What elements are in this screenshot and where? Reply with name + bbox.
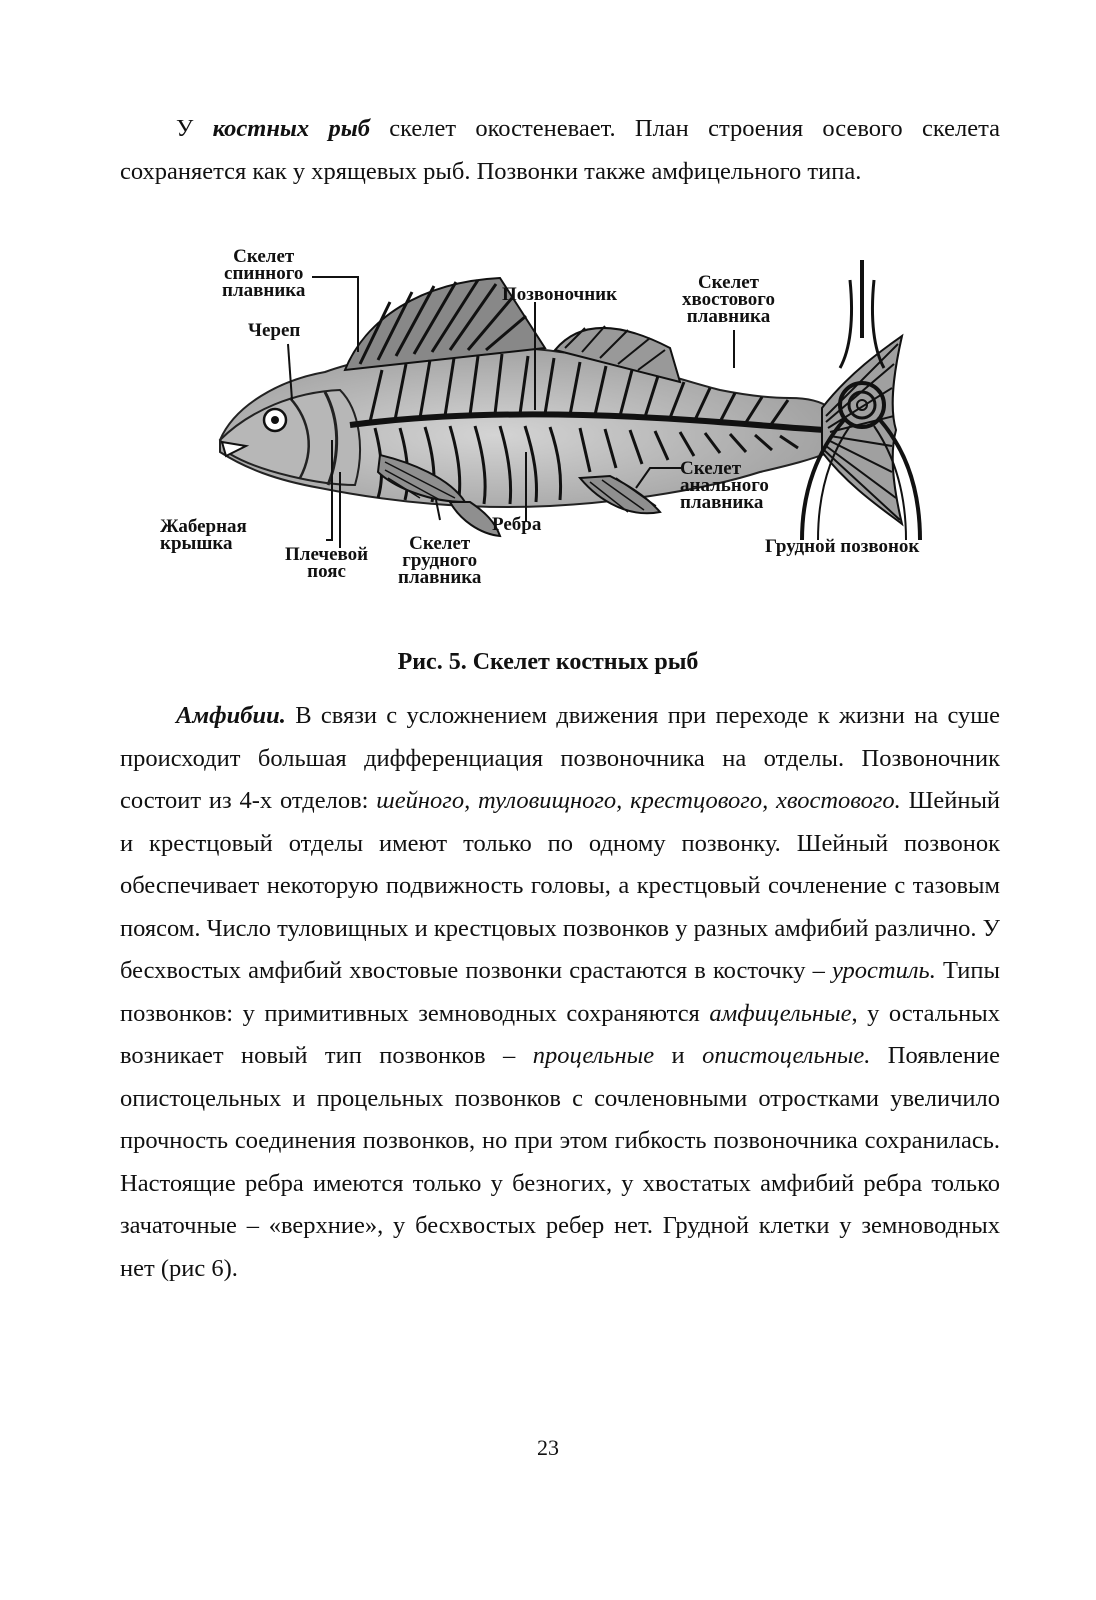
paragraph2-italic-1: шейного, туловищного, крестцового, хвостового. xyxy=(376,787,901,814)
label-gill-cover: Жаберная крышка xyxy=(160,516,247,554)
figure-caption: Рис. 5. Скелет костных рыб xyxy=(397,649,699,675)
paragraph2-text-4: , у остальных возникает новый тип позвонков – xyxy=(120,999,1000,1069)
thoracic-vertebra-drawing xyxy=(802,260,920,540)
paragraph2-text-2: Шейный и крестцовый отделы имеют только по одному позвонку. Шейный позвонок обеспечивает некоторую подвижность головы, а крестцовый сочленение с тазовым поясом. Число туловищных и крестцовых позвонков у разных амфибий различно. У бесхвостых амфибий хвостовые позвонки срастаются в косточку – xyxy=(120,787,1001,984)
label-shoulder-girdle: Плечевой пояс xyxy=(285,544,369,582)
paragraph2-italic-2: уростиль. xyxy=(832,957,936,984)
paragraph2-italic-3: амфицельные xyxy=(709,999,852,1027)
term-amphibians: Амфибии. xyxy=(176,702,286,729)
label-dorsal-fin-skeleton: Скелет спинного плавника xyxy=(222,246,306,301)
page-number: 23 xyxy=(537,1435,559,1460)
fish-skeleton xyxy=(220,278,902,536)
paragraph2-text-5: и xyxy=(654,1042,703,1069)
label-spine: Позвоночник xyxy=(502,284,618,305)
label-ribs: Ребра xyxy=(492,514,542,535)
paragraph2-italic-5: опистоцельные. xyxy=(702,1042,871,1069)
label-skull: Череп xyxy=(248,320,301,341)
paragraph-bony-fish xyxy=(120,108,1000,193)
label-thoracic-vertebra: Грудной позвонок xyxy=(765,536,920,557)
label-pectoral-fin-skeleton: Скелет грудного плавника xyxy=(398,533,482,588)
paragraph1-rest: скелет окостеневает. План строения осевого скелета сохраняется как у хрящевых рыб. Позвонки также амфицельного типа. xyxy=(120,115,1000,185)
paragraph1-start: У xyxy=(176,115,213,142)
label-anal-fin-skeleton: Скелет анального плавника xyxy=(680,458,769,513)
figure-fish-skeleton xyxy=(150,240,980,600)
paragraph2-text-3: Типы позвонков: у примитивных земноводных сохраняются xyxy=(120,957,1000,1027)
paragraph-amphibians xyxy=(120,695,1000,1290)
paragraph2-text-6: Появление опистоцельных и процельных позвонков с сочленовными отростками увеличило прочность соединения позвонков, но при этом гибкость позвоночника сохранилась. Настоящие ребра имеются только у безногих, у хвостатых амфибий ребра только зачаточные – «верхние», у бесхвостых ребер нет. Грудной клетки у земноводных нет (рис 6). xyxy=(120,1042,1000,1282)
term-bony-fish: костных рыб xyxy=(212,115,370,142)
paragraph2-italic-4: процельные xyxy=(532,1042,655,1069)
label-caudal-fin-skeleton: Скелет хвостового плавника xyxy=(682,272,775,327)
paragraph2-text-1: В связи с усложнением движения при переходе к жизни на суше происходит большая дифференциация позвоночника на отделы. Позвоночник состоит из 4-х отделов: xyxy=(120,702,1000,814)
